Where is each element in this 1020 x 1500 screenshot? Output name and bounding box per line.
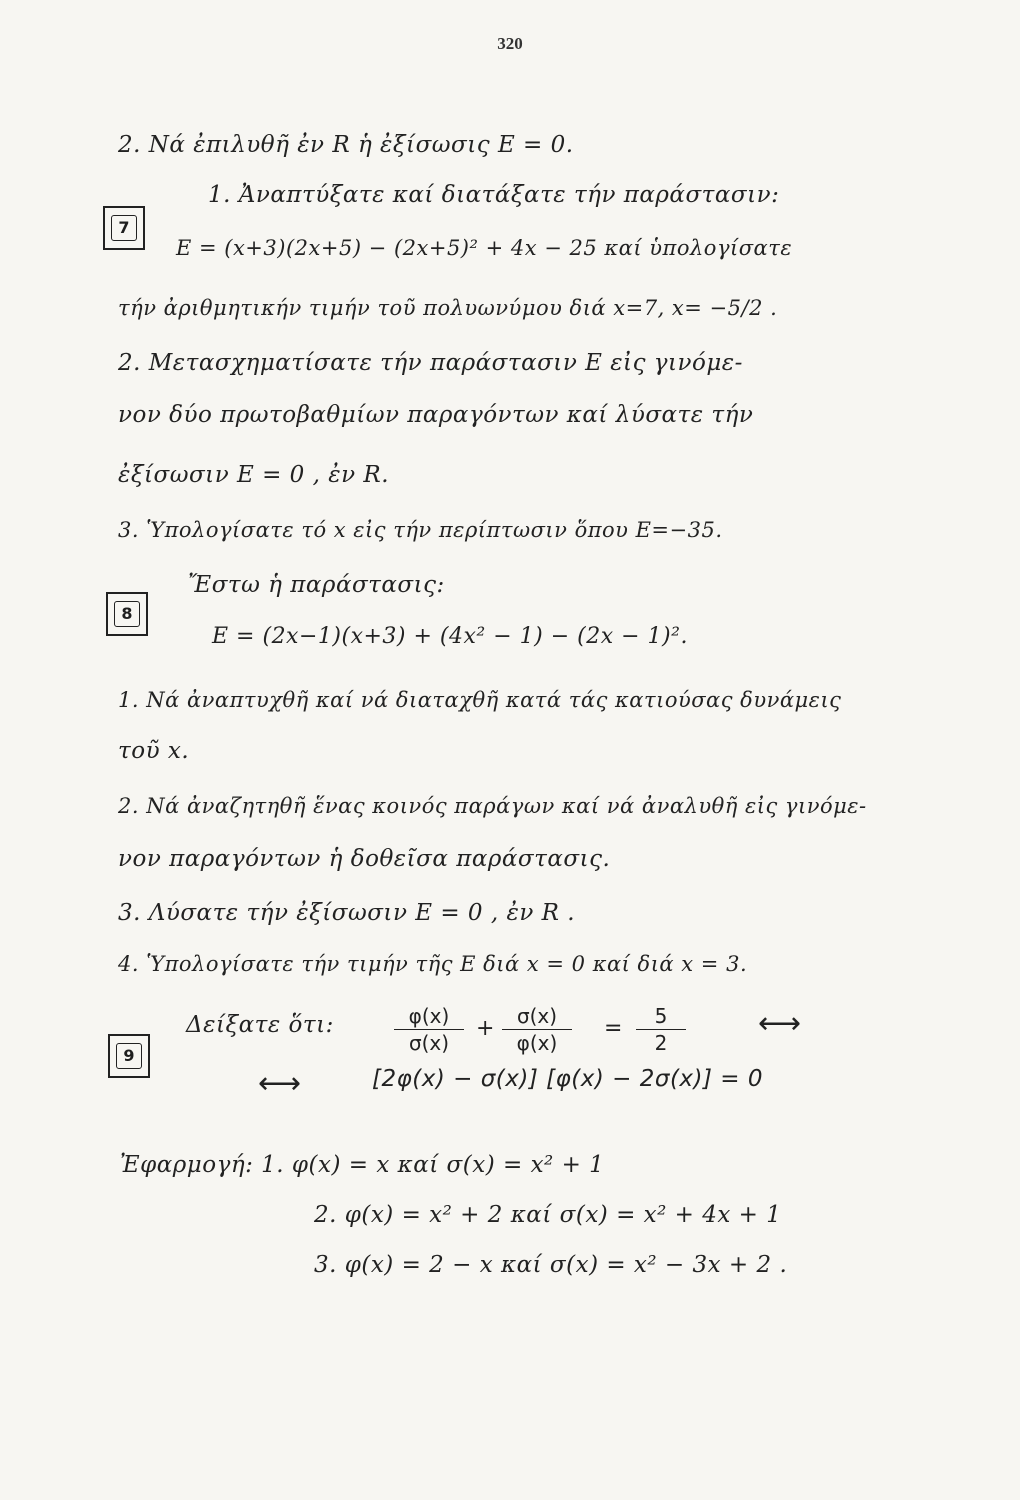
fraction-denominator: φ(x) (516, 1031, 558, 1055)
text-line: 2. Νά ἐπιλυθῆ ἐν R ἡ ἐξίσωσις E = 0. (118, 132, 574, 158)
text-line: 1. Νά ἀναπτυχθῆ καί νά διαταχθῆ κατά τάς κατιούσας δυνάμεις (118, 688, 842, 712)
text-line: Ἐφαρμογή: 1. φ(x) = x καί σ(x) = x² + 1 (120, 1152, 605, 1178)
iff-arrow-icon: ⟷ (758, 1006, 802, 1041)
text-line: 4. Ὑπολογίσατε τήν τιμήν τῆς E διά x = 0 καί διά x = 3. (118, 952, 748, 976)
problem-number-box (106, 592, 148, 636)
text-line: 1. Ἀναπτύξατε καί διατάξατε τήν παράστασιν: (208, 182, 780, 208)
math-line: [2φ(x) − σ(x)] [φ(x) − 2σ(x)] = 0 (372, 1066, 764, 1092)
problem-number-box (108, 1034, 150, 1078)
text-line: 3. Ὑπολογίσατε τό x εἰς τήν περίπτωσιν ὅπου E=−35. (118, 518, 723, 542)
fraction-five-halves (636, 1004, 686, 1055)
math-line: E = (x+3)(2x+5) − (2x+5)² + 4x − 25 καί ὑπολογίσατε (176, 236, 793, 260)
page-number: 320 (497, 34, 523, 53)
text-line: 3. φ(x) = 2 − x καί σ(x) = x² − 3x + 2 . (314, 1252, 788, 1278)
text-line: 2. Νά ἀναζητηθῆ ἕνας κοινός παράγων καί νά ἀναλυθῆ εἰς γινόμε- (118, 794, 867, 818)
fraction-sigma-over-phi (502, 1004, 572, 1055)
text-line: 3. Λύσατε τήν ἐξίσωσιν E = 0 , ἐν R . (118, 900, 576, 926)
text-line: νον παραγόντων ἡ δοθεῖσα παράστασις. (118, 846, 611, 872)
text-line: 2. φ(x) = x² + 2 καί σ(x) = x² + 4x + 1 (314, 1202, 782, 1228)
iff-arrow-icon: ⟷ (258, 1066, 302, 1101)
text-line: νον δύο πρωτοβαθμίων παραγόντων καί λύσατε τήν (118, 402, 754, 428)
problem-number: 8 (114, 601, 140, 627)
text-line: ἐξίσωσιν E = 0 , ἐν R. (118, 462, 390, 488)
math-line: E = (2x−1)(x+3) + (4x² − 1) − (2x − 1)². (212, 624, 688, 649)
fraction-denominator: σ(x) (408, 1031, 450, 1055)
problem-number: 9 (116, 1043, 142, 1069)
text-line: Δείξατε ὅτι: (186, 1012, 334, 1038)
plus-sign: + (476, 1016, 496, 1041)
equals-sign: = (604, 1016, 624, 1041)
fraction-numerator: σ(x) (502, 1004, 572, 1030)
text-line: Ἔστω ἡ παράστασις: (188, 572, 445, 598)
fraction-phi-over-sigma (394, 1004, 464, 1055)
fraction-numerator: φ(x) (394, 1004, 464, 1030)
text-line: 2. Μετασχηματίσατε τήν παράστασιν E εἰς γινόμε- (118, 350, 743, 376)
problem-number: 7 (111, 215, 137, 241)
text-line: τοῦ x. (118, 738, 190, 764)
problem-number-box (103, 206, 145, 250)
fraction-numerator: 5 (636, 1004, 686, 1030)
text-line: τήν ἀριθμητικήν τιμήν τοῦ πολυωνύμου διά x=7, x= −5/2 . (118, 296, 778, 320)
fraction-denominator: 2 (654, 1031, 668, 1055)
